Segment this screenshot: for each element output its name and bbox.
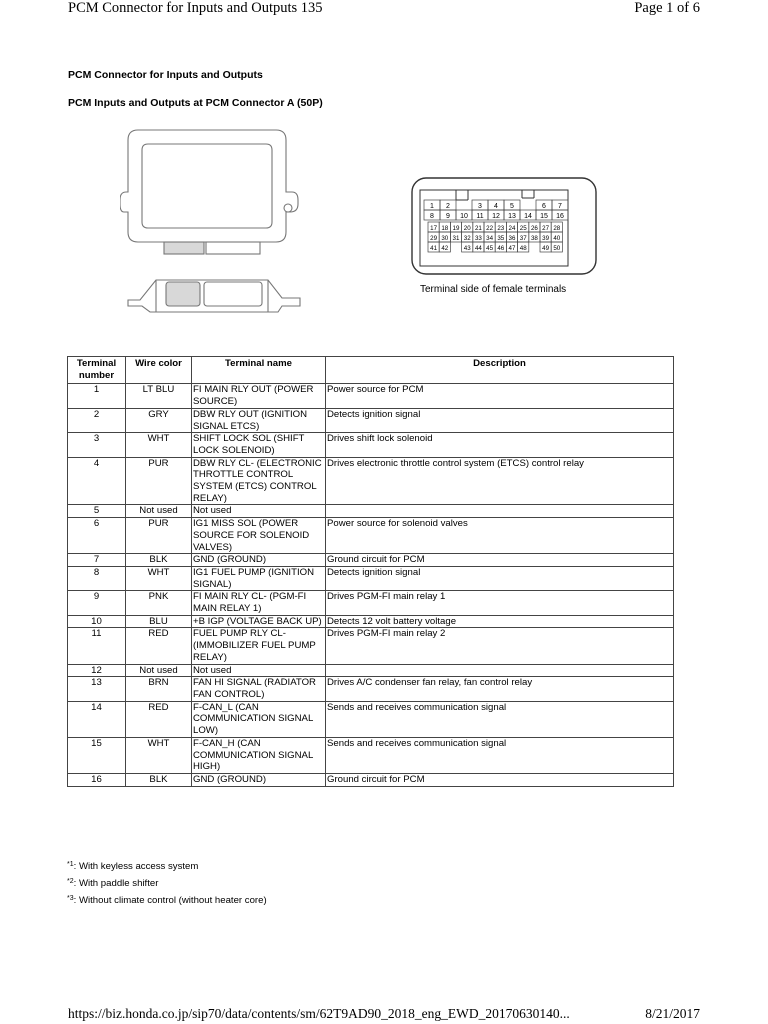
wire-color-cell: PUR <box>126 518 192 554</box>
connector-pin-label: 25 <box>519 225 527 232</box>
footer-date: 8/21/2017 <box>645 1006 700 1021</box>
subsection-title: PCM Inputs and Outputs at PCM Connector A (50P) <box>68 97 323 109</box>
terminal-number-cell: 12 <box>68 664 126 677</box>
connector-pin-label: 41 <box>430 245 438 252</box>
connector-pin-label: 44 <box>474 245 482 252</box>
section-title: PCM Connector for Inputs and Outputs <box>68 69 263 81</box>
description-cell: Power source for PCM <box>326 384 674 408</box>
connector-pin-label: 47 <box>508 245 516 252</box>
wire-color-cell: PUR <box>126 457 192 505</box>
connector-pin-label: 40 <box>553 235 561 242</box>
footnote <box>67 891 267 908</box>
connector-pin-label: 26 <box>530 225 538 232</box>
connector-pin-label: 37 <box>519 235 527 242</box>
description-cell: Drives PGM-FI main relay 1 <box>326 591 674 615</box>
wire-color-cell: BLK <box>126 554 192 567</box>
footnote-text: : With paddle shifter <box>73 878 159 889</box>
footnote <box>67 874 267 891</box>
footnote-mark: *2 <box>67 878 74 885</box>
description-cell <box>326 505 674 518</box>
description-cell: Detects ignition signal <box>326 566 674 590</box>
terminal-name-cell: GND (GROUND) <box>192 554 326 567</box>
table-row <box>68 433 674 457</box>
terminal-number-cell: 7 <box>68 554 126 567</box>
footnote-text: : Without climate control (without heater core) <box>73 895 267 906</box>
terminal-name-cell: Not used <box>192 664 326 677</box>
table-header-row <box>68 357 674 384</box>
connector-caption: Terminal side of female terminals <box>420 284 567 295</box>
connector-face-diagram <box>410 176 600 276</box>
connector-pin-label: 38 <box>530 235 538 242</box>
connector-pin-label: 28 <box>553 225 561 232</box>
connector-pin-label: 9 <box>446 213 450 220</box>
connector-pin-label: 49 <box>542 245 550 252</box>
terminal-name-cell: +B IGP (VOLTAGE BACK UP) <box>192 615 326 628</box>
terminal-number-cell: 15 <box>68 737 126 773</box>
terminal-name-cell: F-CAN_H (CAN COMMUNICATION SIGNAL HIGH) <box>192 737 326 773</box>
column-header-terminal-number: Terminal number <box>68 357 126 384</box>
terminal-number-cell: 3 <box>68 433 126 457</box>
table-row <box>68 591 674 615</box>
footnote-mark: *1 <box>67 861 74 868</box>
table-row <box>68 737 674 773</box>
wire-color-cell: BRN <box>126 677 192 701</box>
description-cell: Detects 12 volt battery voltage <box>326 615 674 628</box>
connector-pin-label: 15 <box>540 213 548 220</box>
connector-pin-label: 19 <box>452 225 460 232</box>
wire-color-cell: WHT <box>126 737 192 773</box>
description-cell: Ground circuit for PCM <box>326 773 674 786</box>
terminal-number-cell: 14 <box>68 701 126 737</box>
terminal-table <box>67 356 674 787</box>
wire-color-cell: BLU <box>126 615 192 628</box>
table-row <box>68 677 674 701</box>
connector-pin-label: 17 <box>430 225 438 232</box>
footnote <box>67 857 267 874</box>
terminal-name-cell: IG1 FUEL PUMP (IGNITION SIGNAL) <box>192 566 326 590</box>
footnote-mark: *3 <box>67 895 74 902</box>
connector-pin-label: 16 <box>556 213 564 220</box>
table-row <box>68 701 674 737</box>
table-row <box>68 773 674 786</box>
page-header-title: PCM Connector for Inputs and Outputs 135 <box>68 0 323 16</box>
connector-pin-label: 20 <box>463 225 471 232</box>
connector-pin-label: 32 <box>463 235 471 242</box>
description-cell <box>326 664 674 677</box>
connector-pin-label: 23 <box>497 225 505 232</box>
terminal-number-cell: 8 <box>68 566 126 590</box>
description-cell: Sends and receives communication signal <box>326 737 674 773</box>
footer-url: https://biz.honda.co.jp/sip70/data/contents/sm/62T9AD90_2018_eng_EWD_20170630140... <box>68 1006 570 1021</box>
connector-pin-label: 50 <box>553 245 561 252</box>
pcm-unit-illustration <box>120 122 310 322</box>
column-header-wire-color: Wire color <box>126 357 192 384</box>
wire-color-cell: BLK <box>126 773 192 786</box>
connector-pin-label: 45 <box>486 245 494 252</box>
description-cell: Power source for solenoid valves <box>326 518 674 554</box>
terminal-number-cell: 16 <box>68 773 126 786</box>
page-number: Page 1 of 6 <box>634 0 700 16</box>
terminal-number-cell: 13 <box>68 677 126 701</box>
terminal-name-cell: Not used <box>192 505 326 518</box>
terminal-name-cell: SHIFT LOCK SOL (SHIFT LOCK SOLENOID) <box>192 433 326 457</box>
connector-pin-label: 48 <box>519 245 527 252</box>
terminal-number-cell: 9 <box>68 591 126 615</box>
connector-pin-label: 34 <box>486 235 494 242</box>
table-row <box>68 505 674 518</box>
connector-pin-label: 6 <box>542 203 546 210</box>
connector-pin-label: 24 <box>508 225 516 232</box>
terminal-name-cell: DBW RLY CL- (ELECTRONIC THROTTLE CONTROL SYSTEM (ETCS) CONTROL RELAY) <box>192 457 326 505</box>
connector-pin-label: 27 <box>542 225 550 232</box>
table-row <box>68 457 674 505</box>
connector-pin-label: 43 <box>463 245 471 252</box>
description-cell: Drives PGM-FI main relay 2 <box>326 628 674 664</box>
wire-color-cell: GRY <box>126 408 192 432</box>
wire-color-cell: RED <box>126 701 192 737</box>
connector-pin-label: 36 <box>508 235 516 242</box>
connector-pin-label: 21 <box>474 225 482 232</box>
description-cell: Drives electronic throttle control system (ETCS) control relay <box>326 457 674 505</box>
connector-pin-label: 18 <box>441 225 449 232</box>
connector-pin-label: 1 <box>430 203 434 210</box>
terminal-name-cell: F-CAN_L (CAN COMMUNICATION SIGNAL LOW) <box>192 701 326 737</box>
terminal-name-cell: FUEL PUMP RLY CL- (IMMOBILIZER FUEL PUMP RELAY) <box>192 628 326 664</box>
terminal-name-cell: FI MAIN RLY OUT (POWER SOURCE) <box>192 384 326 408</box>
connector-pin-label: 22 <box>486 225 494 232</box>
wire-color-cell: PNK <box>126 591 192 615</box>
connector-pin-grid <box>424 200 568 252</box>
connector-pin-label: 8 <box>430 213 434 220</box>
terminal-number-cell: 11 <box>68 628 126 664</box>
terminal-name-cell: DBW RLY OUT (IGNITION SIGNAL ETCS) <box>192 408 326 432</box>
terminal-name-cell: FI MAIN RLY CL- (PGM-FI MAIN RELAY 1) <box>192 591 326 615</box>
table-row <box>68 518 674 554</box>
wire-color-cell: RED <box>126 628 192 664</box>
connector-pin-label: 29 <box>430 235 438 242</box>
terminal-name-cell: GND (GROUND) <box>192 773 326 786</box>
wire-color-cell: WHT <box>126 433 192 457</box>
connector-pin-label: 14 <box>524 213 532 220</box>
description-cell: Ground circuit for PCM <box>326 554 674 567</box>
description-cell: Drives A/C condenser fan relay, fan control relay <box>326 677 674 701</box>
table-row <box>68 554 674 567</box>
wire-color-cell: Not used <box>126 664 192 677</box>
table-row <box>68 408 674 432</box>
column-header-description: Description <box>326 357 674 384</box>
table-row <box>68 615 674 628</box>
table-row <box>68 384 674 408</box>
terminal-number-cell: 5 <box>68 505 126 518</box>
connector-pin-label: 5 <box>510 203 514 210</box>
description-cell: Sends and receives communication signal <box>326 701 674 737</box>
connector-pin-label: 3 <box>478 203 482 210</box>
terminal-number-cell: 6 <box>68 518 126 554</box>
column-header-terminal-name: Terminal name <box>192 357 326 384</box>
connector-pin-label: 11 <box>476 213 484 220</box>
connector-pin-label: 12 <box>492 213 500 220</box>
connector-pin-label: 33 <box>474 235 482 242</box>
connector-pin-label: 31 <box>452 235 460 242</box>
wire-color-cell: LT BLU <box>126 384 192 408</box>
connector-pin-label: 42 <box>441 245 449 252</box>
connector-pin-label: 4 <box>494 203 498 210</box>
wire-color-cell: Not used <box>126 505 192 518</box>
table-row <box>68 628 674 664</box>
connector-pin-label: 30 <box>441 235 449 242</box>
table-row <box>68 566 674 590</box>
footnotes <box>67 857 267 908</box>
terminal-name-cell: IG1 MISS SOL (POWER SOURCE FOR SOLENOID VALVES) <box>192 518 326 554</box>
wire-color-cell: WHT <box>126 566 192 590</box>
terminal-number-cell: 4 <box>68 457 126 505</box>
connector-pin-label: 7 <box>558 203 562 210</box>
terminal-name-cell: FAN HI SIGNAL (RADIATOR FAN CONTROL) <box>192 677 326 701</box>
description-cell: Drives shift lock solenoid <box>326 433 674 457</box>
description-cell: Detects ignition signal <box>326 408 674 432</box>
footnote-text: : With keyless access system <box>73 861 199 872</box>
terminal-number-cell: 10 <box>68 615 126 628</box>
connector-pin-label: 46 <box>497 245 505 252</box>
connector-pin-label: 39 <box>542 235 550 242</box>
table-row <box>68 664 674 677</box>
connector-pin-label: 2 <box>446 203 450 210</box>
connector-pin-label: 35 <box>497 235 505 242</box>
terminal-number-cell: 2 <box>68 408 126 432</box>
terminal-number-cell: 1 <box>68 384 126 408</box>
connector-pin-label: 13 <box>508 213 516 220</box>
connector-pin-label: 10 <box>460 213 468 220</box>
